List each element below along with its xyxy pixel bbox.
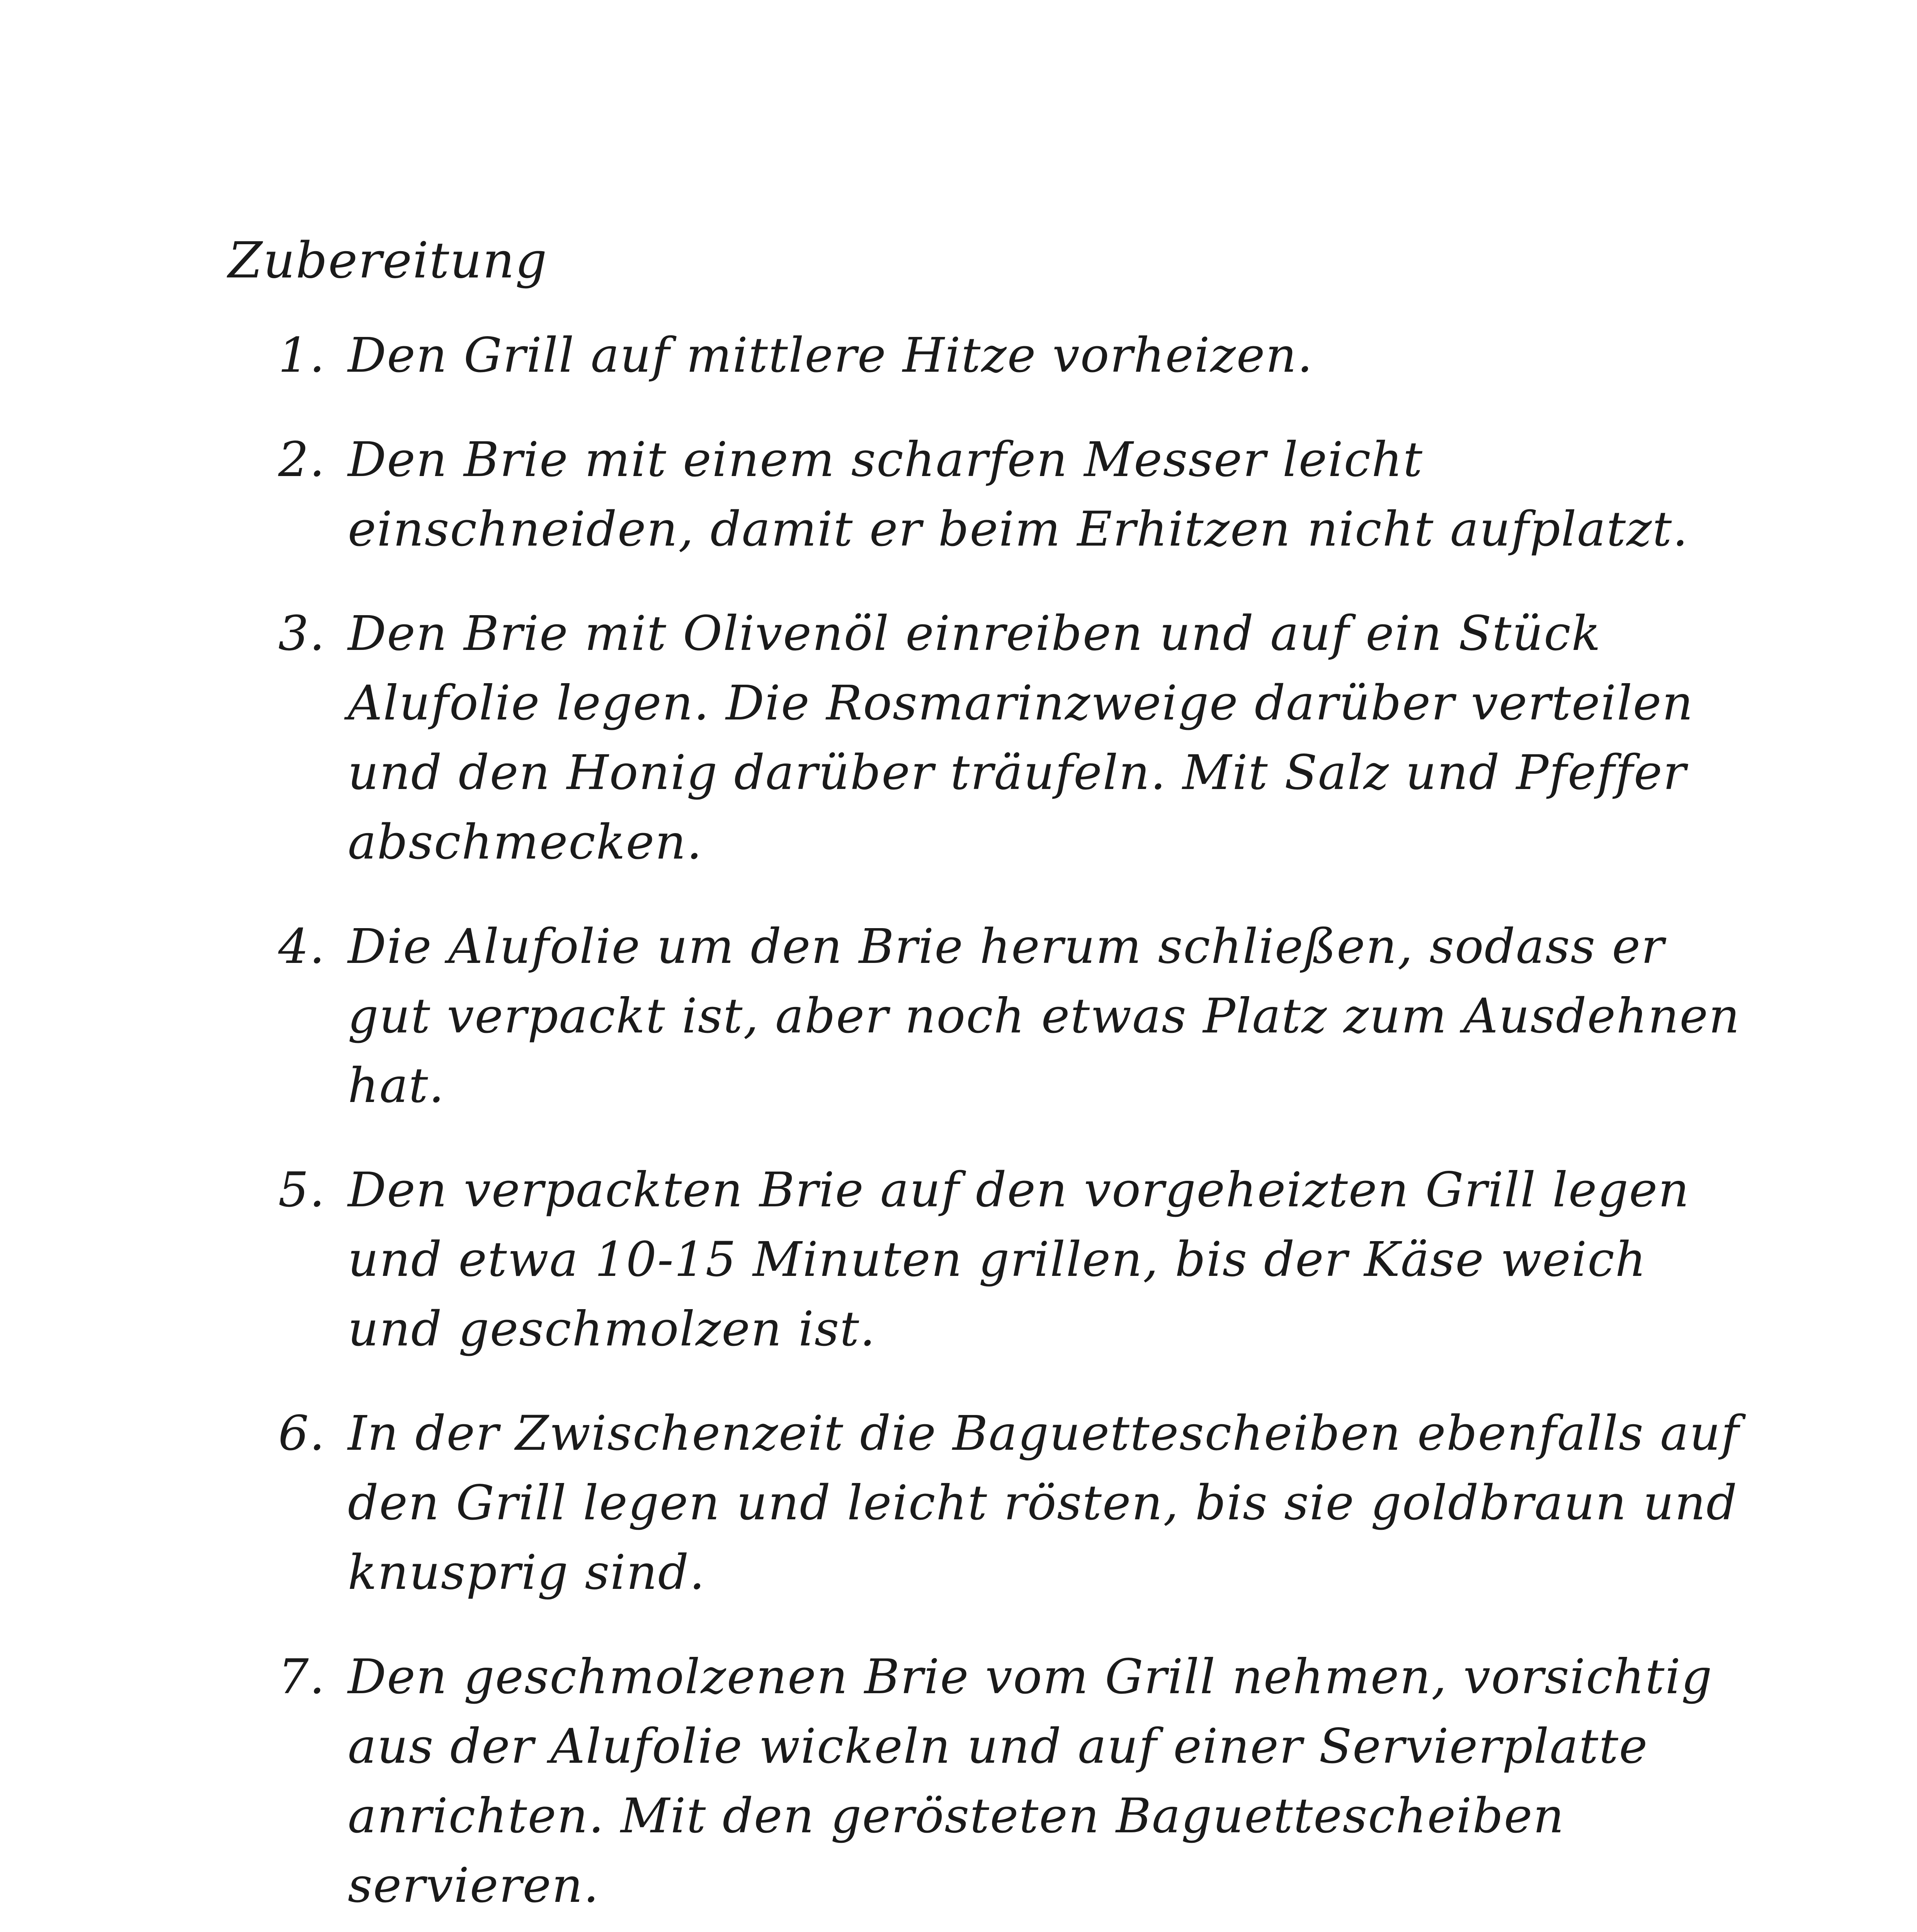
closing-line: [228, 1930, 1708, 1932]
step-text: Den Brie mit einem scharfen Messer leicht einschneiden, damit er beim Erhitzen nicht aufplatzt.: [348, 432, 1689, 557]
section-heading: Zubereitung: [228, 232, 548, 289]
instruction-list: [278, 321, 1747, 1932]
step-text: Den geschmolzenen Brie vom Grill nehmen, vorsichtig aus der Alufolie wickeln und auf einer Servierplatte anrichten. Mit den gerösteten Baguettescheiben servieren.: [348, 1649, 1713, 1913]
instruction-step: [278, 1642, 1747, 1920]
step-number: 1.: [278, 328, 326, 383]
step-text: Die Alufolie um den Brie herum schließen, sodass er gut verpackt ist, aber noch etwas Platz zum Ausdehnen hat.: [348, 919, 1740, 1114]
step-text: Den verpackten Brie auf den vorgeheizten Grill legen und etwa 10-15 Minuten grillen, bis der Käse weich und geschmolzen ist.: [348, 1162, 1690, 1357]
instruction-step: [278, 912, 1747, 1121]
step-text: Den Grill auf mittlere Hitze vorheizen.: [348, 328, 1313, 383]
step-number: 6.: [278, 1406, 326, 1461]
step-number: 2.: [278, 432, 326, 488]
step-text: Den Brie mit Olivenöl einreiben und auf ein Stück Alufolie legen. Die Rosmarinzweige darüber verteilen und den Honig darüber träufeln. Mit Salz und Pfeffer abschmecken.: [348, 606, 1694, 870]
step-number: 3.: [278, 606, 326, 662]
step-number: 7.: [278, 1649, 326, 1705]
instruction-step: [278, 321, 1747, 390]
instruction-step: [278, 425, 1747, 564]
step-number: 5.: [278, 1162, 326, 1218]
instruction-step: [278, 1399, 1747, 1607]
instruction-step: [278, 1155, 1747, 1364]
instruction-step: [278, 599, 1747, 877]
step-text: In der Zwischenzeit die Baguettescheiben ebenfalls auf den Grill legen und leicht rösten, bis sie goldbraun und knusprig sind.: [348, 1406, 1740, 1600]
step-number: 4.: [278, 919, 326, 975]
